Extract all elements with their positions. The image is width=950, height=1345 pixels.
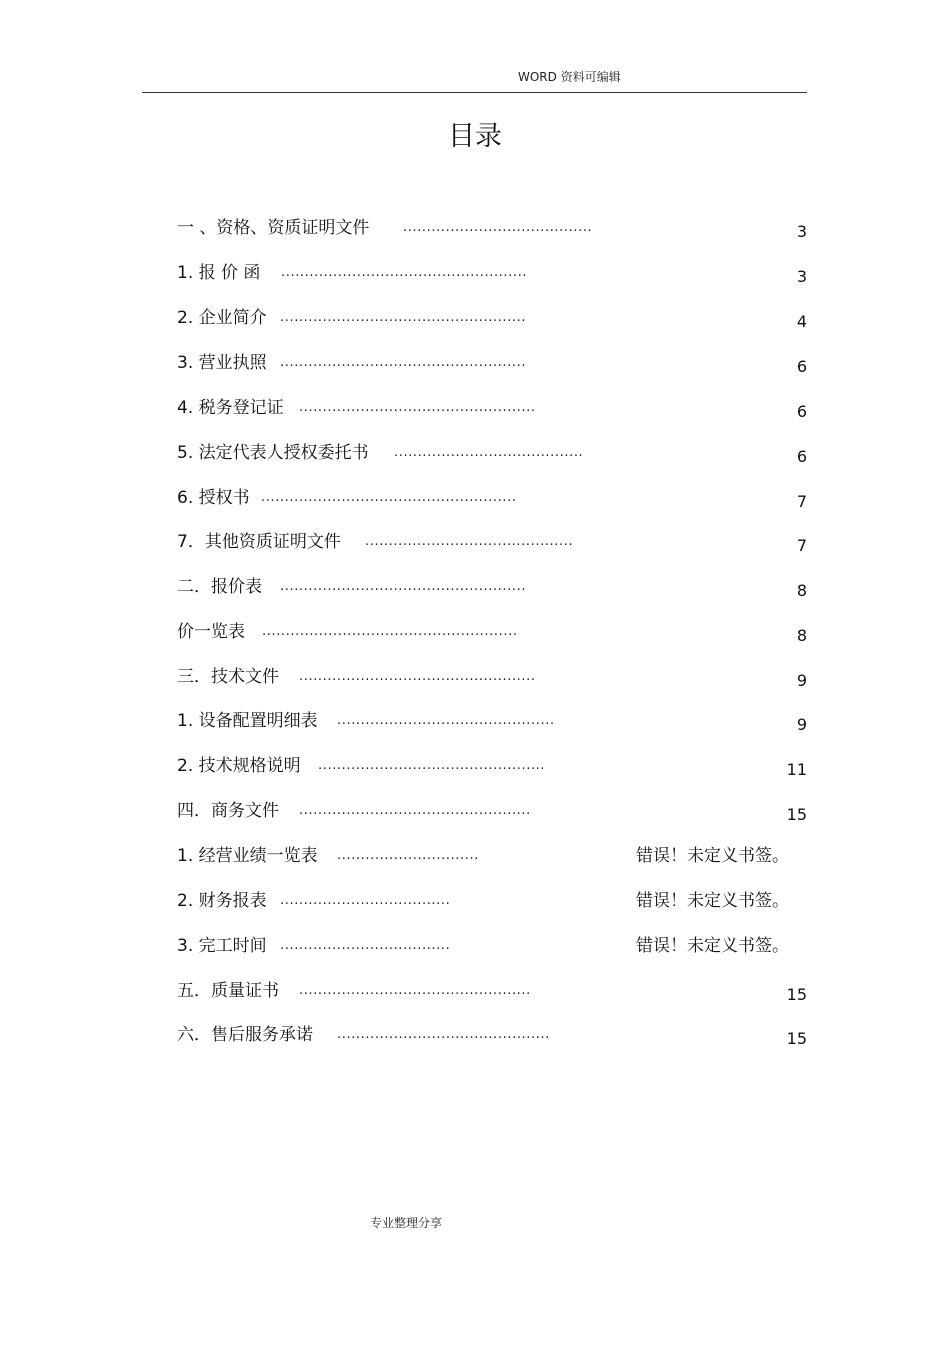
toc-page-number: 15	[786, 985, 807, 1004]
toc-entry-label: 一 、资格、资质证明文件	[177, 218, 370, 238]
toc-leader-dots: ............................................	[365, 534, 574, 549]
toc-entry[interactable]	[177, 707, 807, 737]
toc-entry[interactable]	[177, 528, 807, 558]
toc-leader-dots: ................................................	[318, 758, 546, 773]
toc-entry-label: 四．商务文件	[177, 801, 279, 821]
toc-entry[interactable]	[177, 484, 807, 514]
toc-entry-label: 2. 技术规格说明	[177, 756, 301, 776]
toc-entry[interactable]	[177, 259, 807, 289]
toc-page-number: 3	[796, 222, 807, 241]
toc-leader-dots: ....................................	[280, 893, 451, 908]
toc-page-number: 3	[796, 267, 807, 286]
toc-leader-dots: ....................................	[280, 938, 451, 953]
toc-entry-label: 2. 企业简介	[177, 308, 267, 328]
toc-entry-label: 价一览表	[177, 622, 245, 642]
header-text: WORD 资料可编辑	[518, 70, 621, 84]
toc-leader-dots: ..................................................	[299, 400, 536, 415]
toc-page-number: 9	[796, 671, 807, 690]
toc-page-number: 6	[796, 447, 807, 466]
toc-entry[interactable]	[177, 797, 807, 827]
toc-entry-label: 二．报价表	[177, 577, 262, 597]
toc-page-number: 6	[796, 357, 807, 376]
toc-entry[interactable]	[177, 394, 807, 424]
toc-page-number: 6	[796, 402, 807, 421]
toc-entry[interactable]	[177, 842, 807, 872]
toc-leader-dots: ..................................................	[299, 669, 536, 684]
toc-leader-dots: ......................................................	[262, 624, 518, 639]
toc-entry[interactable]	[177, 573, 807, 603]
toc-entry-label: 1. 报 价 函	[177, 263, 261, 283]
toc-entry[interactable]	[177, 304, 807, 334]
toc-entry-label: 五．质量证书	[177, 981, 279, 1001]
toc-page-number: 7	[796, 492, 807, 511]
toc-page-error: 错误！未定义书签。	[636, 891, 789, 911]
toc-leader-dots: .................................................	[299, 803, 531, 818]
toc-page-number: 8	[796, 581, 807, 600]
toc-entry-label: 2. 财务报表	[177, 891, 267, 911]
toc-entry[interactable]	[177, 932, 807, 962]
toc-leader-dots: ....................................................	[281, 265, 528, 280]
toc-entry[interactable]	[177, 752, 807, 782]
toc-page-number: 7	[796, 536, 807, 555]
toc-entry-label: 4. 税务登记证	[177, 398, 284, 418]
toc-entry[interactable]	[177, 439, 807, 469]
document-title: 目录	[448, 121, 502, 152]
toc-entry[interactable]	[177, 1021, 807, 1051]
toc-leader-dots: ........................................	[394, 445, 584, 460]
toc-entry-label: 5. 法定代表人授权委托书	[177, 443, 369, 463]
toc-entry[interactable]	[177, 663, 807, 693]
toc-leader-dots: ..............................................	[337, 713, 555, 728]
toc-page-number: 8	[796, 626, 807, 645]
toc-entry-label: 六．售后服务承诺	[177, 1025, 313, 1045]
toc-entry[interactable]	[177, 618, 807, 648]
toc-leader-dots: .................................................	[299, 983, 531, 998]
toc-leader-dots: ....................................................	[280, 579, 527, 594]
toc-entry-label: 1. 设备配置明细表	[177, 711, 318, 731]
toc-entry-label: 3. 营业执照	[177, 353, 267, 373]
toc-entry[interactable]	[177, 214, 807, 244]
toc-page-number: 15	[786, 1029, 807, 1048]
toc-entry[interactable]	[177, 349, 807, 379]
toc-entry-label: 三．技术文件	[177, 667, 279, 687]
toc-entry[interactable]	[177, 977, 807, 1007]
toc-leader-dots: ......................................................	[261, 490, 517, 505]
toc-leader-dots: ..............................	[337, 848, 479, 863]
toc-leader-dots: ........................................	[403, 220, 593, 235]
page-header	[142, 66, 807, 93]
toc-page-error: 错误！未定义书签。	[636, 936, 789, 956]
toc-entry-label: 7．其他资质证明文件	[177, 532, 341, 552]
toc-page-number: 9	[796, 715, 807, 734]
page-footer: 专业整理分享	[369, 1216, 442, 1230]
toc-entry-label: 1. 经营业绩一览表	[177, 846, 318, 866]
toc-leader-dots: ....................................................	[280, 355, 527, 370]
toc-page-number: 15	[786, 805, 807, 824]
toc-page-error: 错误！未定义书签。	[636, 846, 789, 866]
toc-leader-dots: ....................................................	[280, 310, 527, 325]
toc-entry-label: 3. 完工时间	[177, 936, 267, 956]
toc-leader-dots: .............................................	[337, 1027, 550, 1042]
toc-page-number: 11	[786, 760, 807, 779]
toc-entry-label: 6. 授权书	[177, 488, 250, 508]
toc-page-number: 4	[796, 312, 807, 331]
toc-entry[interactable]	[177, 887, 807, 917]
